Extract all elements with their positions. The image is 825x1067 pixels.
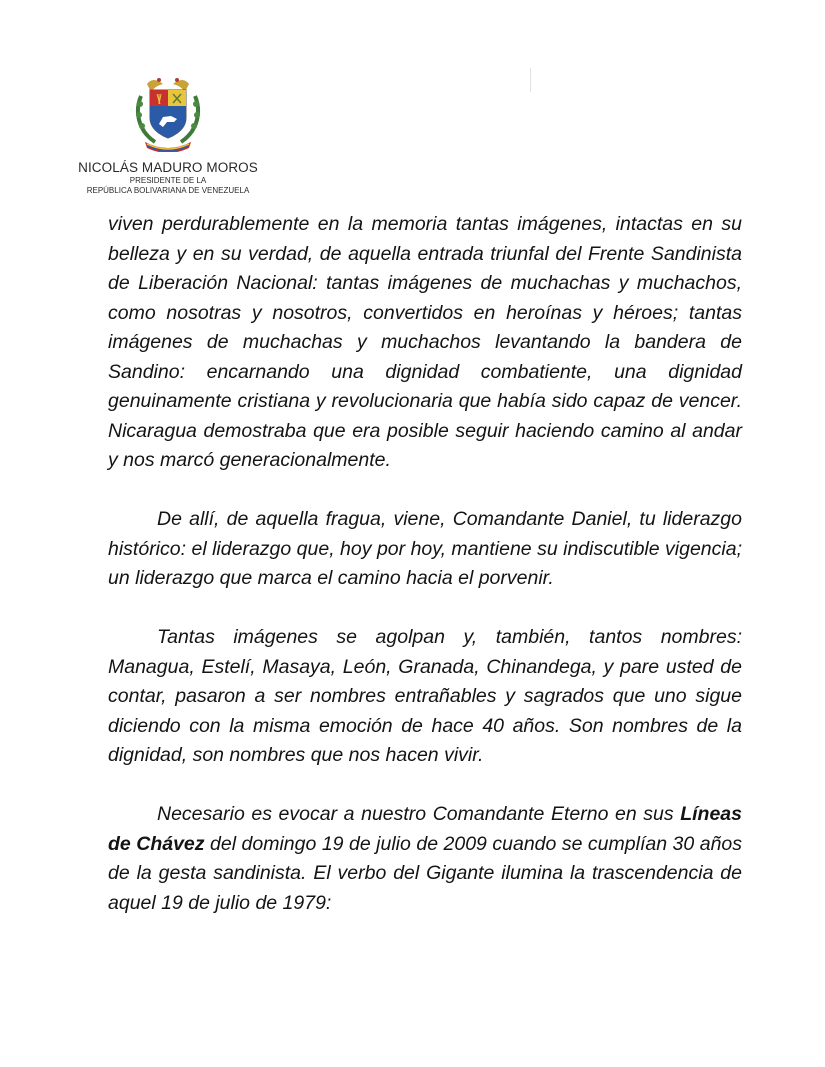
letterhead xyxy=(60,74,276,196)
paragraph-memory: viven perdurablemente en la memoria tantas imágenes, intactas en su belleza y en su verdad, de aquella entrada triunfal del Frente Sandinista de Liberación Nacional: tantas imágenes de muchachas y muchachos, como nosotras y nosotros, convertidos en heroínas y héroes; tantas imágenes de muchachas y muchachos levantando la bandera de Sandino: encarnando una dignidad combatiente, una dignidad genuinamente cristiana y revolucionaria que había sido capaz de vencer. Nicaragua demostraba que era posible seguir haciendo camino al andar y nos marcó generacionalmente. xyxy=(108,213,742,471)
letter-body xyxy=(108,210,742,948)
paragraph-chavez-lines-after: del domingo 19 de julio de 2009 cuando se cumplían 30 años de la gesta sandinista. El verbo del Gigante ilumina la trascendencia de aquel 19 de julio de 1979: xyxy=(108,832,743,914)
paragraph-names: Tantas imágenes se agolpan y, también, tantos nombres: Managua, Estelí, Masaya, León, Granada, Chinandega, y pare usted de contar, pasaron a ser nombres entrañables y sagrados que uno sigue diciendo con la misma emoción de hace 40 años. Son nombres de la dignidad, son nombres que nos hacen vivir. xyxy=(108,626,742,766)
scan-mark xyxy=(530,68,531,92)
paragraph-chavez-lines-before: Necesario es evocar a nuestro Comandante Eterno en sus xyxy=(157,803,681,825)
paragraph-chavez-lines xyxy=(108,800,742,918)
letterhead-name: NICOLÁS MADURO MOROS xyxy=(78,160,258,175)
paragraph-leadership: De allí, de aquella fragua, viene, Comandante Daniel, tu liderazgo histórico: el liderazgo que, hoy por hoy, mantiene su indiscutible vigencia; un liderazgo que marca el camino hacia el porvenir. xyxy=(108,508,742,589)
chavez-lines-title: Líneas de Chávez xyxy=(108,803,742,855)
coat-of-arms-icon xyxy=(133,74,203,152)
letterhead-role: PRESIDENTE DE LA xyxy=(129,176,207,185)
letterhead-country: REPÚBLICA BOLIVARIANA DE VENEZUELA xyxy=(86,186,250,195)
